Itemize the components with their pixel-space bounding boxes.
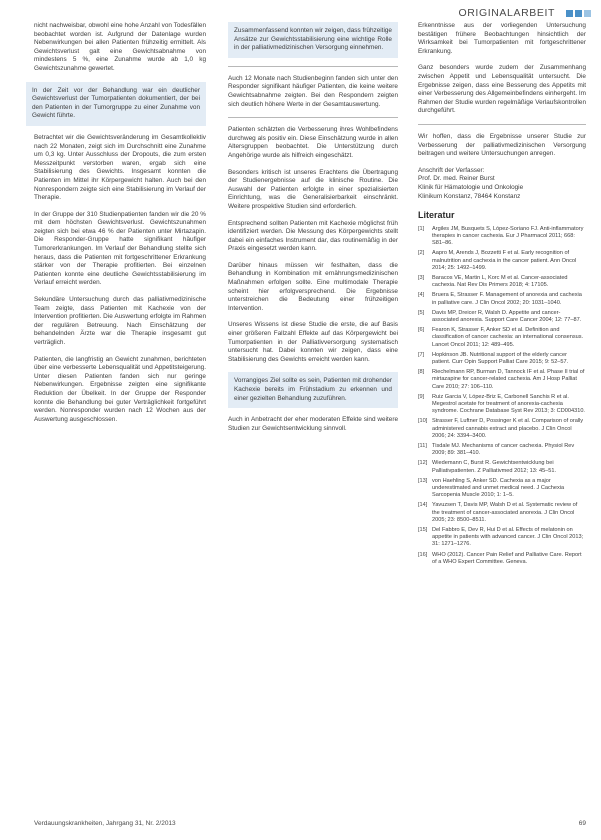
address-line: Klinik für Hämatologie und Onkologie xyxy=(418,183,524,191)
divider xyxy=(418,124,586,125)
reference-number: [7] xyxy=(418,351,425,358)
reference-item xyxy=(418,250,586,272)
header-squares-icon xyxy=(566,10,591,17)
body-paragraph: Auch in Anbetracht der eher moderaten Effekte sind weitere Studien zur Gewichtsentwicklung sinnvoll. xyxy=(228,416,398,432)
reference-number: [16] xyxy=(418,551,428,558)
page-number: 69 xyxy=(578,820,586,827)
reference-text: WHO (2012). Cancer Pain Relief and Palliative Care. Report of a WHO Expert Committee. Geneva. xyxy=(432,551,582,565)
column-3 xyxy=(418,22,586,569)
highlight-text: Vorrangiges Ziel sollte es sein, Patienten mit drohender Kachexie bereits im Frühstadium zu erkennen und einer gezielten Behandlung zuzuführen. xyxy=(234,377,392,402)
references-heading: Literatur xyxy=(418,210,455,221)
body-paragraph: Patienten, die langfristig an Gewicht zunahmen, berichteten über eine verbesserte Lebensqualität und Appetitsteigerung. Unter diesen Patienten fanden sich nur geringe Nebenwirkungen. Ergebnisse zeigten eine signifikante Reduktion der Übelkeit. In der Gruppe der Responder konnte die Behandlung bei guter Verträglichkeit fortgeführt werden. Nonresponder wurden nach 12 Wochen aus der Auswertung ausgeschlossen. xyxy=(34,355,206,423)
reference-text: Davis MP, Dreicer R, Walsh D. Appetite and cancer-associated anorexia. Support Care Cancer 2004; 12: 77–87. xyxy=(432,309,582,323)
body-paragraph: Sekundäre Untersuchung durch das palliativmedizinische Team zeigte, dass Patienten mit Kachexie von der Intervention profitierten. Die Auswertung erfolgte im Rahmen der regulären Betreuung. Nach Einschätzung der behandelnden Ärzte war die Therapie insgesamt gut verträglich. xyxy=(34,296,206,346)
highlight-text: Zusammenfassend konnten wir zeigen, dass frühzeitige Ansätze zur Gewichtsstabilisierung eine wichtige Rolle in der palliativmedizinischen Versorgung einnehmen. xyxy=(234,27,392,52)
body-paragraph: Besonders kritisch ist unseres Erachtens die Übertragung der Studienergebnisse auf die klinische Routine. Die Auswahl der Patienten erfolgte in einer spezialisierten Einrichtung, was die Generalisierbarkeit einschränkt. Weitere prospektive Studien sind erforderlich. xyxy=(228,168,398,210)
column-2 xyxy=(228,22,398,441)
reference-text: Riechelmann RP, Burman D, Tannock IF et al. Phase II trial of mirtazapine for cancer-related cachexia. Am J Hosp Palliat Care 2010; 27: 106–110. xyxy=(432,369,585,390)
reference-item xyxy=(418,552,586,566)
reference-text: Argiles JM, Busquets S, López-Soriano FJ. Anti-inflammatory therapies in cancer cachexia. Eur J Pharmacol 2011; 668: S81–86. xyxy=(432,225,584,247)
page-footer xyxy=(34,820,586,832)
reference-text: Bruera E, Strasser F. Management of anorexia and cachexia in palliative care. J Clin Oncol 2002; 20: 1031–1040. xyxy=(432,292,582,306)
journal-citation: Verdauungskrankheiten, Jahrgang 31, Nr. 2/2013 xyxy=(34,820,176,827)
reference-number: [5] xyxy=(418,309,425,316)
address-line: Anschrift der Verfasser: xyxy=(418,166,485,174)
divider xyxy=(228,117,398,118)
square-icon xyxy=(566,10,573,17)
reference-number: [11] xyxy=(418,442,427,449)
reference-number: [8] xyxy=(418,369,425,376)
reference-text: Hopkinson JB. Nutritional support of the elderly cancer patient. Curr Opin Support Palliat Care 2015; 9: 52–57. xyxy=(432,351,569,365)
reference-text: Del Fabbro E, Dev R, Hui D et al. Effects of melatonin on appetite in patients with advanced cancer. J Clin Oncol 2013; 31: 1271–1276. xyxy=(432,527,584,548)
reference-number: [14] xyxy=(418,502,428,509)
reference-text: Tisdale MJ. Mechanisms of cancer cachexia. Physiol Rev 2009; 89: 381–410. xyxy=(432,442,575,457)
reference-number: [2] xyxy=(418,250,425,257)
reference-text: Ruiz Garcia V, López-Briz E, Carbonell Sanchis R et al. Megestrol acetate for treatment of anorexia-cachexia syndrome. Cochrane Database Syst Rev 2013; 3: CD004310. xyxy=(432,393,585,415)
reference-item xyxy=(418,310,586,324)
reference-number: [9] xyxy=(418,393,425,400)
body-paragraph: Erkenntnisse aus der vorliegenden Untersuchung bestätigen frühere Beobachtungen hinsichtlich der Wirksamkeit bei Tumorpatienten mit fortgeschrittener Erkrankung. xyxy=(418,22,586,55)
column-1 xyxy=(34,22,206,432)
highlight-box xyxy=(228,372,398,408)
address-line: Klinikum Konstanz, 78464 Konstanz xyxy=(418,192,521,200)
reference-number: [13] xyxy=(418,477,428,484)
highlight-box xyxy=(228,22,398,58)
body-paragraph: Wir hoffen, dass die Ergebnisse unserer Studie zur Verbesserung der palliativmedizinischen Versorgung beitragen und weitere Untersuchungen anregen. xyxy=(418,132,586,158)
highlight-box xyxy=(26,82,206,126)
reference-text: Baracos VE, Martin L, Korc M et al. Cancer-associated cachexia. Nat Rev Dis Primers 2018; 4: 17105. xyxy=(432,274,568,289)
reference-item xyxy=(418,418,586,440)
body-paragraph: Darüber hinaus müssen wir festhalten, dass die Behandlung in Kombination mit ernährungsmedizinischen Maßnahmen erfolgen sollte. Eine multimodale Therapie scheint hier erfolgversprechend. Die Ergebnisse unterstreichen die Bedeutung einer frühzeitigen Intervention. xyxy=(228,261,398,312)
reference-text: von Haehling S, Anker SD. Cachexia as a major underestimated and unmet medical need. J Cachexia Sarcopenia Muscle 2010; 1: 1–5. xyxy=(432,477,565,499)
reference-number: [10] xyxy=(418,418,428,425)
reference-item xyxy=(418,275,586,289)
body-paragraph: Patienten schätzten die Verbesserung ihres Wohlbefindens durchweg als positiv ein. Diese Einschätzung wurde in allen Altersgruppen beobachtet. Die Unterstützung durch Angehörige wurde als hilfreich eingeschätzt. xyxy=(228,126,398,159)
body-paragraph: Auch 12 Monate nach Studienbeginn fanden sich unter den Responder signifikant häufiger Patienten, die keine weitere Gewichtsabnahme zeigten. Bei den Respondern zeigten sich deutlich höhere Werte in der Gesamtauswertung. xyxy=(228,74,398,108)
reference-number: [6] xyxy=(418,327,425,334)
reference-number: [4] xyxy=(418,292,425,299)
reference-item xyxy=(418,443,586,457)
reference-list xyxy=(418,226,586,566)
reference-item xyxy=(418,502,586,524)
body-paragraph: Unseres Wissens ist diese Studie die erste, die auf Basis einer größeren Fallzahl Effekte auf das Körpergewicht bei Tumorpatienten in der Palliativversorgung systematisch untersucht hat. Dabei konnten wir zeigen, dass eine Stabilisierung des Gewichts erreicht werden kann. xyxy=(228,321,398,363)
reference-item xyxy=(418,394,586,416)
reference-item xyxy=(418,292,586,306)
body-paragraph: nicht nachweisbar, obwohl eine hohe Anzahl von Todesfällen beobachtet worden ist. Aufgrund der Datenlage wurden Nebenwirkungen bei allen Patienten frühzeitig ermittelt. Als Gewichtsverlust galt eine Gewichtsabnahme von mindestens 5 %, eine Zunahme wurde ab 1,0 kg Gewichtszunahme gewertet. xyxy=(34,22,206,72)
square-icon xyxy=(575,10,582,17)
body-paragraph: In der Gruppe der 310 Studienpatienten fanden wir die 20 % mit dem höchsten Gewichtsverlust. Gewichtszunahmen zeigten sich bei etwa 46 % der Patienten unter Mirtazapin. Die Responder-Gruppe hatte signifikant häufiger Tumorerkrankungen. Im Verlauf der Behandlung stellte sich heraus, dass die Patienten mit fortgeschrittener Erkrankung stärker von der Therapie profitierten. Bei einzelnen Patienten konnte eine deutliche Gewichtsstabilisierung im Verlauf erreicht werden. xyxy=(34,210,206,287)
section-label: ORIGINALARBEIT xyxy=(458,7,555,19)
body-paragraph: Entsprechend sollten Patienten mit Kachexie möglichst früh identifiziert werden. Die Messung des Körpergewichts stellt dabei ein einfaches Instrument dar, das routinemäßig in der Praxis eingesetzt werden kann. xyxy=(228,219,398,253)
reference-item xyxy=(418,478,586,500)
reference-text: Yavuzsen T, Davis MP, Walsh D et al. Systematic review of the treatment of cancer-associated anorexia. J Clin Oncol 2005; 23: 8500–8511. xyxy=(432,502,578,523)
reference-number: [3] xyxy=(418,274,425,281)
highlight-text: In der Zeit vor der Behandlung war ein deutlicher Gewichtsverlust der Tumorpatienten dokumentiert, der bei den Patienten in der Tumorgruppe zu einer Zunahme von Gewicht führte. xyxy=(32,86,200,120)
reference-number: [12] xyxy=(418,460,428,467)
body-paragraph: Betrachtet wir die Gewichtsveränderung im Gesamtkollektiv nach 22 Monaten, zeigt sich im Durchschnitt eine Zunahme um 0,3 kg. Unter Ausschluss der Dropouts, die zum ersten Messzeitpunkt verstorben waren, ergab sich eine Stabilisierung des Gewichts. Insgesamt konnten die Patienten im Mittel ihr Körpergewicht halten. Auch bei den Nonrespondern zeigte sich eine Stabilisierung im Verlauf der Therapie. xyxy=(34,133,206,202)
reference-text: Wiedemann C, Burst R. Gewichtsentwicklung bei Palliativpatienten. Z Palliativmed 2012; 13: 45–51. xyxy=(432,460,557,474)
reference-text: Aapro M, Arends J, Bozzetti F et al. Early recognition of malnutrition and cachexia in the cancer patient. Ann Oncol 2014; 25: 1492–1499. xyxy=(432,250,577,271)
square-icon xyxy=(584,10,591,17)
reference-number: [15] xyxy=(418,527,428,533)
body-paragraph: Ganz besonders wurde zudem der Zusammenhang zwischen Appetit und Lebensqualität untersucht. Die Ergebnisse zeigen, dass eine Besserung des Appetits mit einer Verbesserung des Allgemeinbefindens einhergeht. Im Rahmen der Studie wurden regelmäßige Verlaufskontrollen durchgeführt. xyxy=(418,64,586,115)
reference-item xyxy=(418,460,586,474)
reference-text: Strasser F, Luftner D, Possinger K et al. Comparison of orally administered cannabis extract and placebo. J Clin Oncol 2006; 24: 3394–3400. xyxy=(432,418,584,439)
reference-item xyxy=(418,226,586,248)
reference-item xyxy=(418,369,586,391)
author-address xyxy=(418,167,586,201)
divider xyxy=(228,66,398,67)
reference-item xyxy=(418,327,586,349)
reference-number: [1] xyxy=(418,225,425,232)
reference-item xyxy=(418,527,586,549)
address-line: Prof. Dr. med. Reiner Burst xyxy=(418,175,495,183)
reference-item xyxy=(418,352,586,366)
reference-text: Fearon K, Strasser F, Anker SD et al. Definition and classification of cancer cachexia: an international consensus. Lancet Oncol 2011; 12: 489–495. xyxy=(432,327,584,348)
